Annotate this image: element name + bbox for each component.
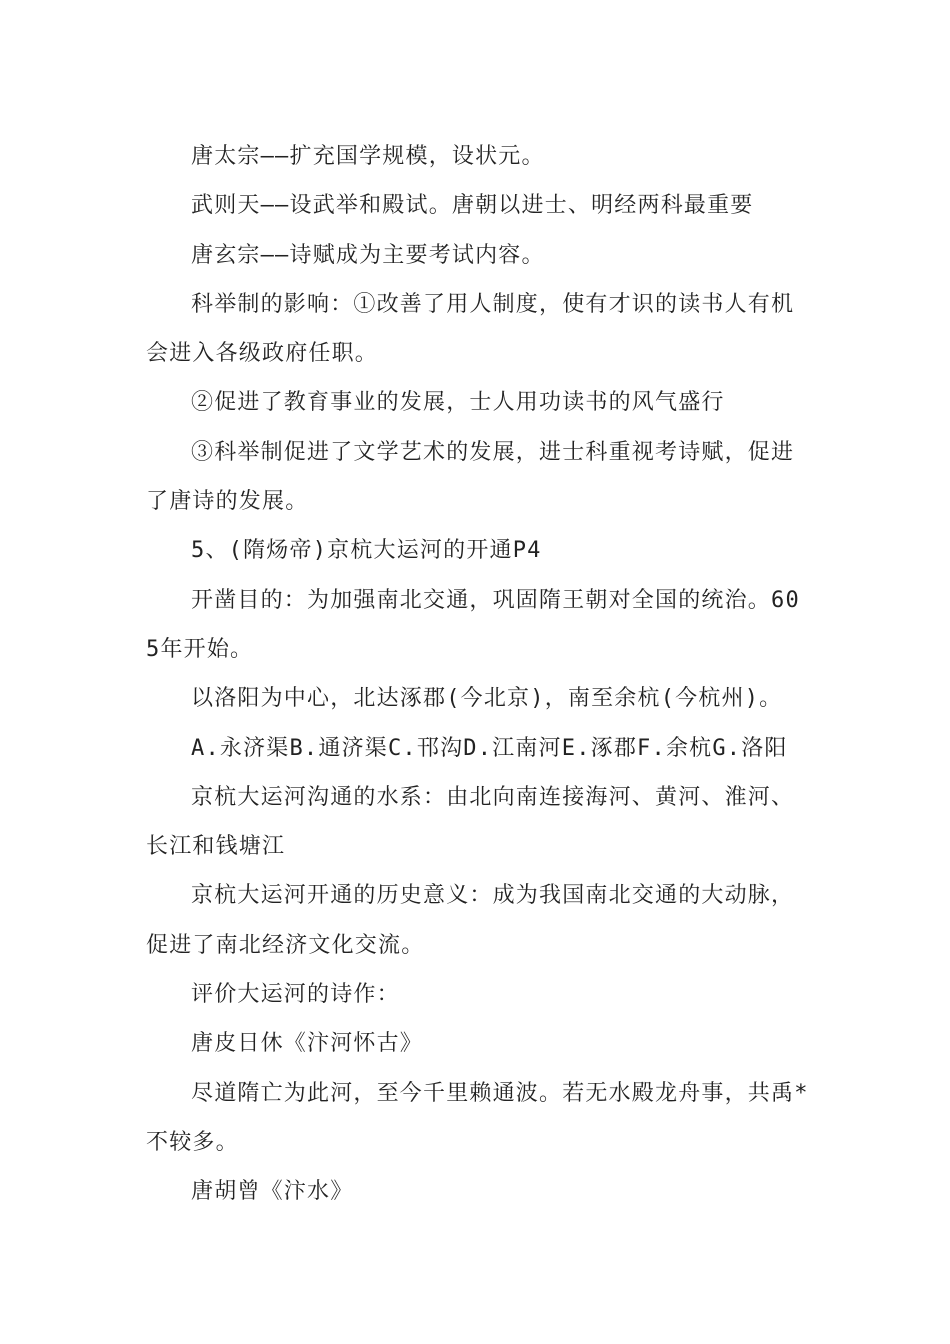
paragraph-influence-3: ③科举制促进了文学艺术的发展，进士科重视考诗赋，促进了唐诗的发展。 [146,439,795,515]
paragraph-xuanzong: 唐玄宗——诗赋成为主要考试内容。 [191,242,545,268]
paragraph-taizong: 唐太宗——扩充国学规模，设状元。 [191,144,545,169]
paragraph-poems-heading: 评价大运河的诗作： [191,982,400,1008]
paragraph-canal-legend: A.永济渠B.通济渠C.邗沟D.江南河E.涿郡F.余杭G.洛阳 [191,735,788,761]
paragraph-poem-title-1: 唐皮日休《汴河怀古》 [191,1031,424,1057]
paragraph-canal-purpose: 开凿目的：为加强南北交通，巩固隋王朝对全国的统治。605年开始。 [146,587,800,662]
paragraph-canal-significance: 京杭大运河开通的历史意义：成为我国南北交通的大动脉，促进了南北经济文化交流。 [146,883,795,958]
paragraph-poem-title-2: 唐胡曾《汴水》 [191,1179,354,1205]
document-body [146,132,811,1217]
paragraph-wuzetian: 武则天——设武举和殿试。唐朝以进士、明经两科最重要 [191,193,754,219]
paragraph-canal-water-systems: 京杭大运河沟通的水系：由北向南连接海河、黄河、淮河、长江和钱塘江 [146,784,795,860]
paragraph-poem-text-1: 尽道隋亡为此河，至今千里赖通波。若无水殿龙舟事，共禹*不较多。 [146,1080,809,1155]
paragraph-keju-influence: 科举制的影响：①改善了用人制度，使有才识的读书人有机会进入各级政府任职。 [146,291,795,367]
paragraph-canal-route: 以洛阳为中心，北达涿郡(今北京)，南至余杭(今杭州)。 [191,686,783,712]
paragraph-influence-2: ②促进了教育事业的发展，士人用功读书的风气盛行 [191,390,725,416]
section-heading-grand-canal: 5、(隋炀帝)京杭大运河的开通P4 [191,538,542,564]
